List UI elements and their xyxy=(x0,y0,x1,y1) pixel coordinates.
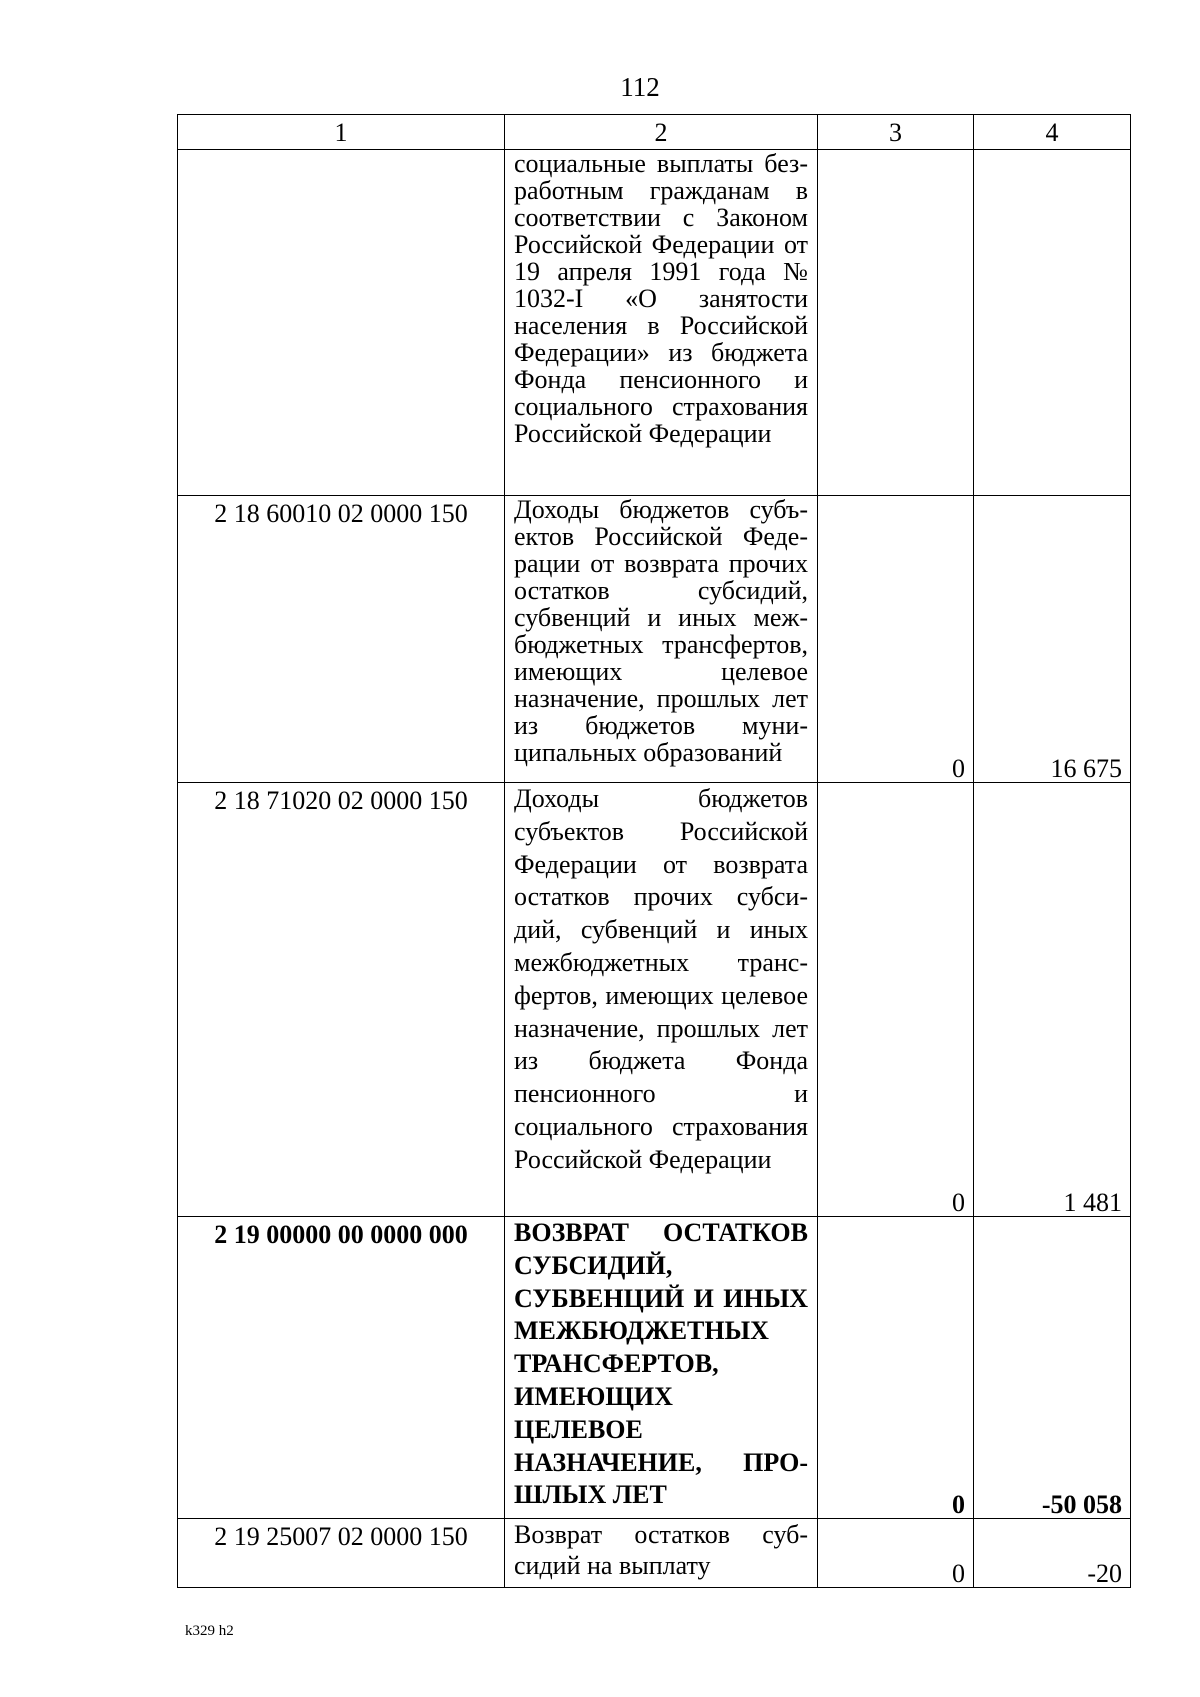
row-code xyxy=(178,150,505,496)
footer-document-code: k329 h2 xyxy=(185,1623,234,1639)
row-col4: 16 675 xyxy=(974,496,1131,783)
row-col3: 0 xyxy=(818,496,974,783)
table-row xyxy=(178,1519,1131,1588)
table-row-total xyxy=(178,1217,1131,1519)
row-name xyxy=(505,1217,818,1519)
table-header-row xyxy=(178,115,1131,150)
row-code: 2 18 71020 02 0000 150 xyxy=(178,783,505,1217)
row-name xyxy=(505,1519,818,1588)
row-name-text: Доходы бюджетов субъектов Российской Федерации от возврата остатков прочих субсидий, субвенций и иных межбюджетных трансфертов, имеющих целевое назначение, прошлых лет из бюджета Фонда пенсионного и социального страхования Российской Федерации xyxy=(514,784,808,1174)
row-name xyxy=(505,496,818,783)
row-code: 2 18 60010 02 0000 150 xyxy=(178,496,505,783)
table-row xyxy=(178,783,1131,1217)
page-number: 112 xyxy=(620,72,660,102)
row-col4: -50 058 xyxy=(974,1217,1131,1519)
row-code: 2 19 00000 00 0000 000 xyxy=(178,1217,505,1519)
row-name-text: ВОЗВРАТ ОСТАТКОВ СУБСИДИЙ, СУБВЕНЦИЙ И ИНЫХ МЕЖБЮДЖЕТНЫХ ТРАНСФЕРТОВ, ИМЕЮЩИХ ЦЕЛЕВОЕ НАЗНАЧЕНИЕ, ПРОШЛЫХ ЛЕТ xyxy=(514,1218,808,1510)
column-header-4: 4 xyxy=(974,115,1131,150)
row-name-text: Возврат остатков субсидий на выплату xyxy=(514,1520,808,1580)
row-col4: -20 xyxy=(974,1519,1131,1588)
row-col3: 0 xyxy=(818,1217,974,1519)
row-col4: 1 481 xyxy=(974,783,1131,1217)
column-header-3: 3 xyxy=(818,115,974,150)
row-col4 xyxy=(974,150,1131,496)
row-name-text: Доходы бюджетов субъектов Российской Федерации от возврата прочих остатков субсидий, субвенций и иных межбюджетных трансфертов, имеющих целевое назначение, прошлых лет из бюджетов муниципальных образований xyxy=(514,495,808,767)
row-name xyxy=(505,783,818,1217)
row-col3: 0 xyxy=(818,1519,974,1588)
row-code: 2 19 25007 02 0000 150 xyxy=(178,1519,505,1588)
column-header-2: 2 xyxy=(505,115,818,150)
row-col3 xyxy=(818,150,974,496)
row-name xyxy=(505,150,818,496)
table-row xyxy=(178,496,1131,783)
column-header-1: 1 xyxy=(178,115,505,150)
row-col3: 0 xyxy=(818,783,974,1217)
row-name-text: социальные выплаты безработным гражданам в соответствии с Законом Российской Федерации от 19 апреля 1991 года № 1032-I «О занятости населения в Российской Федерации» из бюджета Фонда пенсионного и социального страхования Российской Федерации xyxy=(514,149,808,448)
table-row xyxy=(178,150,1131,496)
budget-table xyxy=(177,114,1131,1588)
